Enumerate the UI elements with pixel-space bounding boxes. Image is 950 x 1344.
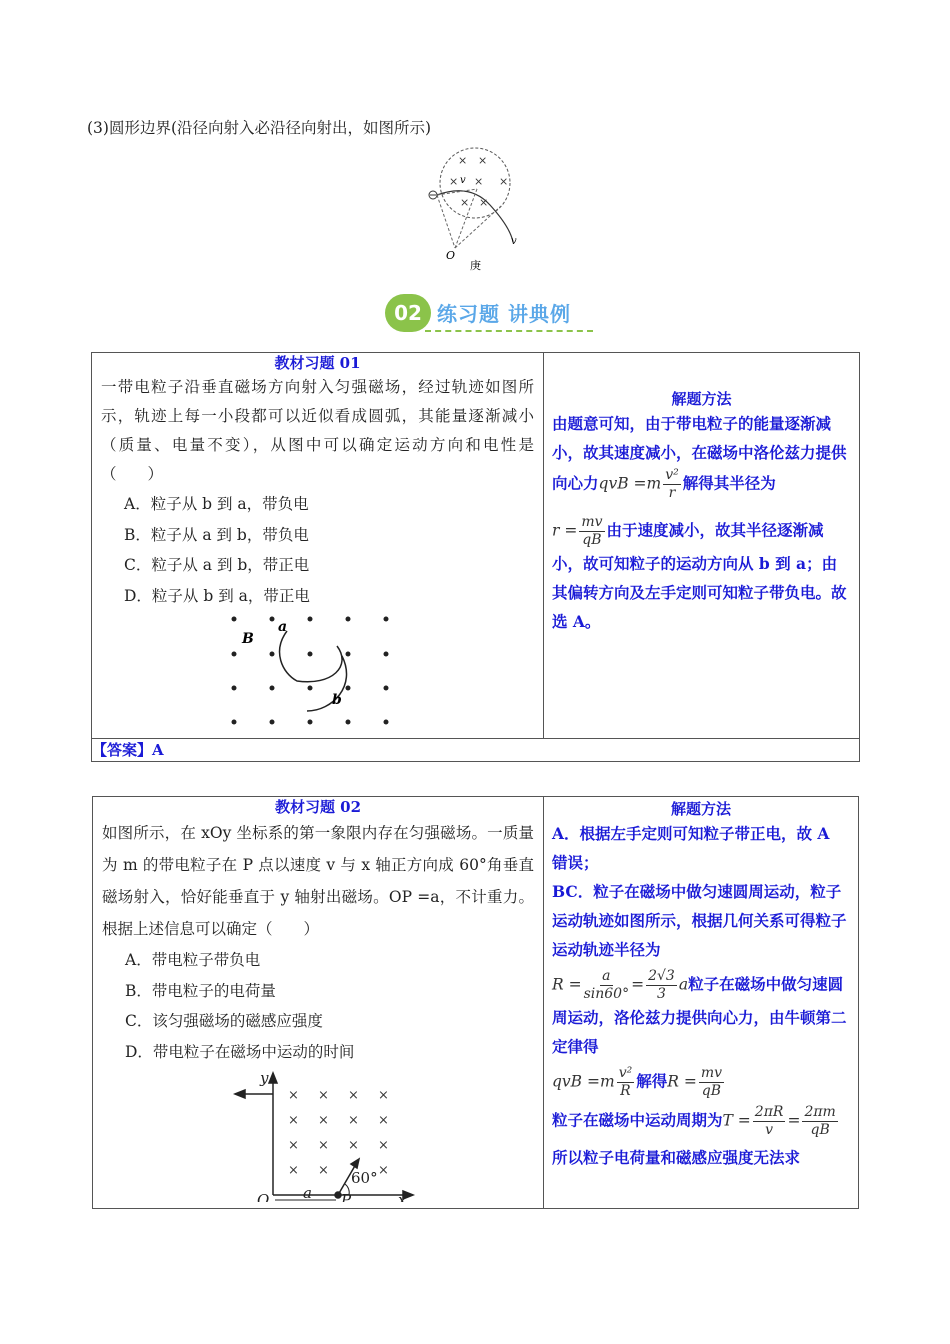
q1-f1-lhs: qvB =m	[598, 474, 662, 493]
option-c: C．该匀强磁场的磁感应强度	[125, 1012, 323, 1030]
q2-m5: 粒子在磁场中运动周期为	[552, 1110, 723, 1130]
q2-m4: 解得	[636, 1071, 668, 1091]
fig-geng-label-o: O	[446, 249, 456, 262]
svg-text:×: ×	[458, 154, 468, 167]
section-heading: (3)圆形边界(沿径向射入必沿径向射出，如图所示)	[87, 119, 432, 137]
section-number-badge: 02	[385, 294, 431, 332]
method-text	[544, 409, 859, 636]
q1-m1: 由题意可知，由于带电粒子的能量逐渐减小，故其速度减小，在磁场中洛伦兹力提供向心力	[552, 414, 847, 493]
svg-text:×: ×	[318, 1088, 329, 1103]
coordinate-figure	[93, 1067, 543, 1202]
question-stem: 如图所示，在 xOy 坐标系的第一象限内存在匀强磁场。一质量为 m 的带电粒子在 P 点以速度 v 与 x 轴正方向成 60°角垂直磁场射入，恰好能垂直于 y 轴射出磁场。OP =a，不计重力。根据上述信息可以确定（ ）	[102, 824, 534, 938]
q2-f2-den: R	[620, 1083, 631, 1099]
q2-fig-angle: 60°	[351, 1169, 378, 1187]
answer-row: 【答案】A	[92, 739, 860, 762]
q2-fig-y: y	[260, 1069, 269, 1087]
q2-f2-lhs: qvB =m	[552, 1072, 615, 1091]
q2-f4-num: 2πR	[754, 1104, 784, 1120]
q2-f1-lhs: R =	[552, 975, 582, 994]
svg-text:×: ×	[318, 1113, 329, 1128]
question-stem: 一带电粒子沿垂直磁场方向射入匀强磁场，经过轨迹如图所示，轨迹上每一小段都可以近似看成圆弧，其能量逐渐减小（质量、电量不变），从图中可以确定运动方向和电性是（ ）	[101, 378, 534, 483]
q1-m2: 解得其半径为	[682, 473, 776, 493]
q2-f4-den2: qB	[810, 1122, 830, 1138]
q2-m6: 所以粒子电荷量和磁感应强度无法求	[552, 1148, 801, 1167]
q1-f1-den: r	[668, 485, 676, 501]
svg-text:×: ×	[499, 175, 509, 188]
exercise-2-table	[92, 796, 859, 1209]
q2-fig-o: O	[257, 1191, 270, 1202]
exercise-1-question	[92, 353, 544, 739]
q2-f1-tail: a	[678, 975, 689, 994]
method-title: 解题方法	[671, 390, 732, 408]
svg-text:×: ×	[348, 1088, 359, 1103]
q2-fig-x: x	[398, 1191, 407, 1202]
q2-f2-num: v²	[618, 1065, 633, 1081]
option-b: B．粒子从 a 到 b，带负电	[124, 525, 309, 544]
option-a: A．带电粒子带负电	[125, 951, 261, 969]
svg-text:×: ×	[318, 1163, 329, 1178]
svg-text:×: ×	[478, 154, 488, 167]
q1-f2-lhs: r =	[552, 521, 578, 540]
fig-geng-label-v1: v	[460, 175, 466, 186]
option-d: D．粒子从 b 到 a，带正电	[124, 586, 310, 605]
q2-m3: 粒子在磁场中做匀速圆周运动，洛伦兹力提供向心力，由牛顿第二定律得	[552, 974, 847, 1056]
svg-text:×: ×	[449, 175, 459, 188]
q2-f4-eq: =	[787, 1111, 801, 1130]
option-d: D．带电粒子在磁场中运动的时间	[125, 1042, 355, 1061]
svg-text:×: ×	[378, 1088, 389, 1103]
svg-text:×: ×	[378, 1163, 389, 1178]
q1-fig-label-b: b	[332, 692, 342, 708]
q2-f4-den: v	[765, 1122, 774, 1138]
fig-geng-label-v2: v	[511, 236, 517, 247]
svg-text:×: ×	[288, 1138, 299, 1153]
q2-f1-den2: 3	[657, 986, 666, 1002]
option-b: B．带电粒子的电荷量	[125, 981, 276, 1000]
circular-boundary-figure	[425, 145, 525, 275]
section-underline	[425, 330, 593, 332]
method-text	[544, 819, 858, 1172]
option-c: C．粒子从 a 到 b，带正电	[124, 556, 310, 574]
q1-f2-den: qB	[582, 532, 602, 548]
svg-text:×: ×	[288, 1088, 299, 1103]
exercise-1-method	[544, 353, 860, 739]
exercise-2-method	[544, 797, 859, 1209]
trajectory-figure	[92, 611, 543, 731]
exercise-1-table	[91, 352, 860, 762]
q1-f2-num: mv	[581, 514, 603, 530]
q2-f4-lhs: T =	[722, 1111, 751, 1130]
q2-f3-den: qB	[701, 1083, 722, 1099]
svg-text:×: ×	[460, 196, 470, 209]
q2-f1-eq: =	[631, 975, 645, 994]
q2-f3-num: mv	[700, 1065, 723, 1081]
q1-m3: 由于速度减小，故其半径逐渐减小，故可知粒子的运动方向从 b 到 a；由其偏转方向及左手定则可知粒子带负电。故选 A。	[552, 520, 847, 631]
svg-text:×: ×	[318, 1138, 329, 1153]
svg-text:×: ×	[479, 196, 489, 209]
svg-text:×: ×	[378, 1113, 389, 1128]
q2-f1-num2: 2√3	[648, 968, 675, 984]
svg-text:×: ×	[348, 1113, 359, 1128]
q2-m2: BC．粒子在磁场中做匀速圆周运动，粒子运动轨迹如图所示，根据几何关系可得粒子运动轨迹半径为	[552, 882, 847, 959]
q2-f3-lhs: R =	[667, 1072, 697, 1091]
q2-f4-num2: 2πm	[804, 1104, 836, 1120]
exercise-2-question	[93, 797, 544, 1209]
q1-fig-label-a: a	[278, 619, 288, 635]
field-dots	[232, 617, 389, 725]
figure-caption: 庚	[470, 259, 481, 272]
svg-text:×: ×	[288, 1113, 299, 1128]
option-a: A．粒子从 b 到 a，带负电	[124, 495, 309, 513]
q1-f1-num: v²	[665, 467, 679, 483]
svg-text:×: ×	[474, 175, 484, 188]
q2-f1-den: sin60°	[583, 986, 630, 1002]
svg-text:×: ×	[348, 1138, 359, 1153]
exercise-title: 教材习题 02	[274, 798, 362, 816]
q2-f1-num: a	[602, 968, 611, 984]
q2-fig-p: P	[341, 1191, 352, 1202]
method-title: 解题方法	[670, 800, 731, 818]
q2-fig-a: a	[303, 1184, 312, 1202]
svg-text:×: ×	[378, 1138, 389, 1153]
svg-text:×: ×	[288, 1163, 299, 1178]
section-banner	[385, 292, 600, 338]
q2-m1: A．根据左手定则可知粒子带正电，故 A 错误；	[552, 824, 830, 872]
q1-fig-label-B: B	[242, 631, 254, 647]
section-title: 练习题 讲典例	[437, 302, 571, 326]
exercise-title: 教材习题 01	[274, 354, 361, 372]
